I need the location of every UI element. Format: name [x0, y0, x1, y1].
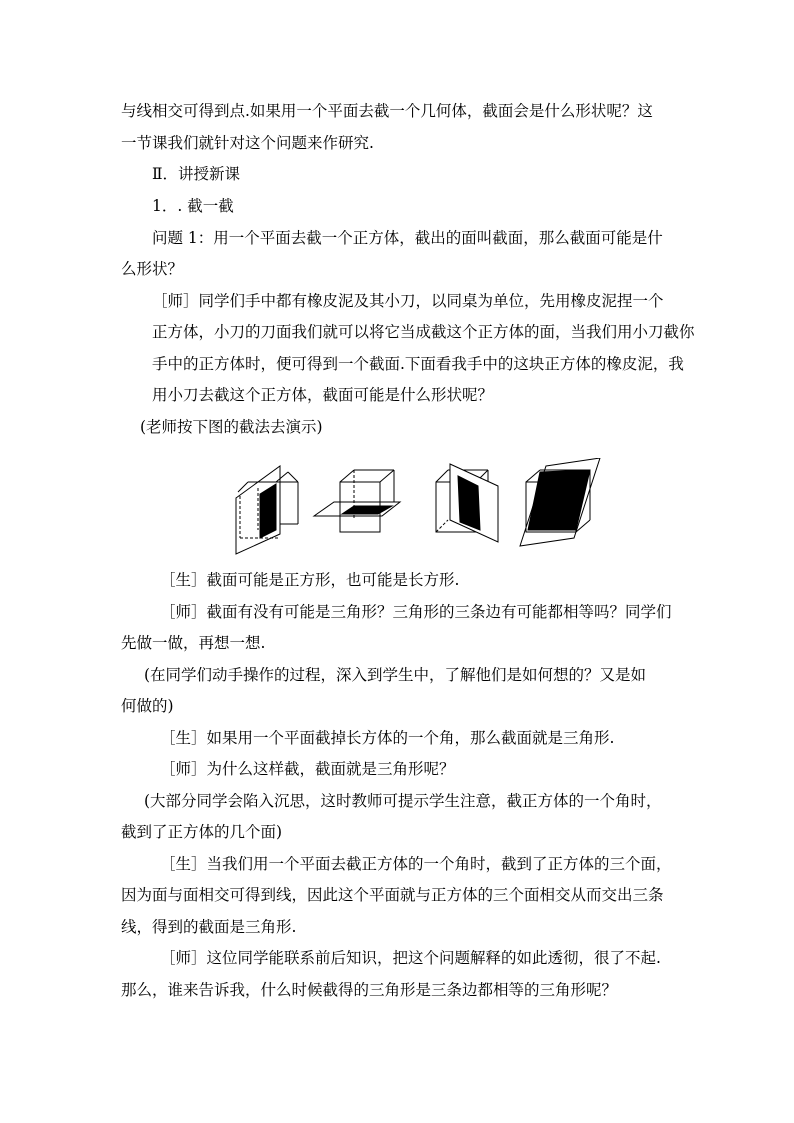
- question-1-line-1: 问题 1：用一个平面去截一个正方体，截出的面叫截面，那么截面可能是什: [152, 229, 663, 247]
- figure-3-oblique-plane-cut: [436, 464, 498, 542]
- paragraph-intro-line-2: 一节课我们就针对这个问题来作研究.: [121, 134, 374, 152]
- section-heading-new-lesson: Ⅱ．讲授新课: [152, 165, 241, 183]
- teacher-line-1b: 正方体，小刀的刀面我们就可以将它当成截这个正方体的面，当我们用小刀截你: [152, 323, 695, 341]
- student-answer-1: ［生］截面可能是正方形，也可能是长方形.: [160, 571, 460, 589]
- teacher-note-demo: (老师按下图的截法去演示): [140, 418, 323, 436]
- figure-2-horizontal-plane-cut: [314, 470, 400, 532]
- teacher-line-2b: 先做一做，再想一想.: [121, 634, 266, 652]
- teacher-line-4b: 那么，谁来告诉我，什么时候截得的三角形是三条边都相等的三角形呢？: [121, 981, 618, 999]
- teacher-line-1c: 手中的正方体时，便可得到一个截面.下面看我手中的这块正方体的橡皮泥，我: [152, 355, 684, 373]
- figure-4-diagonal-plane-cut: [520, 458, 600, 546]
- student-answer-3b: 因为面与面相交可得到线，因此这个平面就与正方体的三个面相交从而交出三条: [121, 886, 664, 904]
- teacher-note-2a: (在同学们动手操作的过程，深入到学生中，了解他们是如何想的？又是如: [144, 666, 647, 684]
- question-1-line-2: 么形状？: [121, 260, 184, 278]
- teacher-note-3b: 截到了正方体的几个面): [121, 823, 283, 841]
- teacher-note-3a: (大部分同学会陷入沉思，这时教师可提示学生注意，截正方体的一个角时，: [144, 792, 662, 810]
- student-answer-2: ［生］如果用一个平面截掉长方体的一个角，那么截面就是三角形.: [160, 729, 615, 747]
- teacher-line-4a: ［师］这位同学能联系前后知识，把这个问题解释的如此透彻，很了不起.: [160, 949, 661, 967]
- teacher-line-1d: 用小刀去截这个正方体，截面可能是什么形状呢？: [152, 386, 494, 404]
- cube-cross-section-figures: [228, 458, 618, 558]
- teacher-line-1a: ［师］同学们手中都有橡皮泥及其小刀，以同桌为单位，先用橡皮泥捏一个: [152, 292, 664, 310]
- student-answer-3c: 线，得到的截面是三角形.: [121, 918, 297, 936]
- teacher-line-2a: ［师］截面有没有可能是三角形？三角形的三条边有可能都相等吗？同学们: [160, 603, 672, 621]
- teacher-line-3: ［师］为什么这样截，截面就是三角形呢？: [160, 760, 455, 778]
- teacher-note-2b: 何做的): [121, 697, 174, 715]
- figure-1-vertical-plane-cut: [236, 466, 298, 554]
- student-answer-3a: ［生］当我们用一个平面去截正方体的一个角时，截到了正方体的三个面，: [160, 855, 672, 873]
- cube-figures-svg: [228, 458, 618, 558]
- paragraph-intro-line-1: 与线相交可得到点.如果用一个平面去截一个几何体，截面会是什么形状呢？这: [121, 102, 653, 120]
- subsection-heading-cut: 1．. 截一截: [152, 197, 234, 215]
